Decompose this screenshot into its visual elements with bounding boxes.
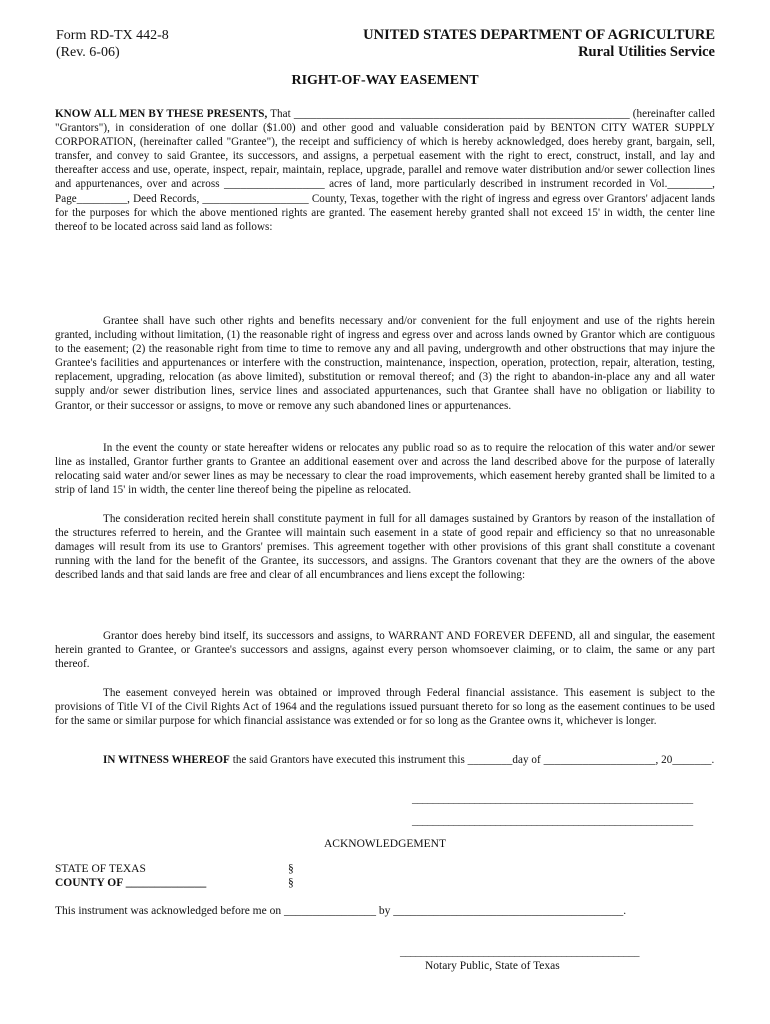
warranty-paragraph: Grantor does hereby bind itself, its successors and assigns, to WARRANT AND FOREVER DEFEND, all and singular, the easement herein granted to Grantee, or Grantee's successors and assigns, against every person whomsoever claiming, or to claim, the same or any part thereof. xyxy=(55,630,715,671)
section-marks xyxy=(288,862,294,890)
state-label: STATE OF TEXAS xyxy=(55,863,146,875)
consideration-paragraph: The consideration recited herein shall constitute payment in full for all damages sustained by Grantors by reason of the installation of the structures referred to herein, and the Grantee will maintain such easement in a state of good repair and efficiency so that no unreasonable damages will result from its use to Grantors' premises. This agreement together with other provisions of this grant shall constitute a covenant running with the land for the benefit of the Grantee, its successors, and assigns. The Grantors covenant that they are the owners of the above described lands and that said lands are free and clear of all encumbrances and liens except the following: xyxy=(55,513,715,582)
venue-block xyxy=(55,862,206,890)
witness-paragraph xyxy=(55,753,715,767)
form-id-block xyxy=(56,27,169,61)
witness-lead: IN WITNESS WHEREOF xyxy=(103,754,230,766)
grant-lead: KNOW ALL MEN BY THESE PRESENTS, xyxy=(55,108,268,120)
service-name: Rural Utilities Service xyxy=(578,44,715,60)
county-label[interactable]: COUNTY OF ______________ xyxy=(55,877,207,889)
notary-label: Notary Public, State of Texas xyxy=(425,960,560,972)
grant-body: That ____________________________________________________________ (hereinafter called "Grantors"), in consideration of one dollar ($1.00) and other good and valuable consideration paid by BENTON CITY WATER SUPPLY CORPORATION, (hereinafter called "Grantee"), the receipt and sufficiency of which is hereby acknowledged, does hereby grant, bargain, sell, transfer, and convey to said Grantee, its successors, and assigns, a perpetual easement with the right to erect, construct, install, and lay and thereafter access and use, operate, inspect, repair, maintain, replace, upgrade, parallel and remove water distribution and/or sewer collection lines and appurtenances, over and across __________________ acres of land, more particularly described in instrument recorded in Vol.________, Page_________, Deed Records, ___________________ County, Texas, together with the right of ingress and egress over Grantors' adjacent lands for the purposes for which the above mentioned rights are granted. The easement hereby granted shall not exceed 15' in width, the center line thereof to be located across said land as follows: xyxy=(55,108,715,233)
grantor-signature-line-1[interactable]: ______________________________________________________ xyxy=(412,793,693,805)
agency-block xyxy=(363,27,715,61)
grantor-signature-line-2[interactable]: ______________________________________________________ xyxy=(412,815,693,827)
acknowledgement-heading: ACKNOWLEDGEMENT xyxy=(323,838,446,850)
document-title: RIGHT-OF-WAY EASEMENT xyxy=(291,73,479,88)
civil-rights-paragraph: The easement conveyed herein was obtained or improved through Federal financial assistance. This easement is subject to the provisions of Title VI of the Civil Rights Act of 1964 and the regulations issued pursuant thereto for so long as the easement continues to be used for the same or similar purpose for which financial assistance was extended or for so long as the Grantee owns it, whichever is longer. xyxy=(55,687,715,728)
section-mark-1: § xyxy=(288,863,294,875)
notary-signature-line[interactable]: ______________________________________________ xyxy=(400,946,640,958)
rights-paragraph: Grantee shall have such other rights and benefits necessary and/or convenient for the full enjoyment and use of the rights herein granted, including without limitation, (1) the reasonable right of ingress and egress over and across lands owned by Grantor which are contiguous to the easement; (2) the reasonable right from time to time to remove any and all paving, undergrowth and other obstructions that may injure the Grantee's facilities and appurtenances or interfere with the construction, maintenance, inspection, operation, protection, repair, alteration, testing, replacement, upgrading, relocation (as above limited), substitution or removal thereof; and (3) the right to abandon-in-place any and all water supply and/or sewer distribution lines, service lines and associated appurtenances, such that Grantee shall have no obligation or liability to Grantor, or their successor or assigns, to move or remove any such abandoned lines or appurtenances. xyxy=(55,315,715,412)
department-name: UNITED STATES DEPARTMENT OF AGRICULTURE xyxy=(363,27,715,43)
witness-body: the said Grantors have executed this instrument this ________day of ____________________, 20_______. xyxy=(229,754,715,766)
form-revision: (Rev. 6-06) xyxy=(56,45,120,60)
acknowledgement-statement[interactable]: This instrument was acknowledged before me on ________________ by ________________________________________. xyxy=(55,905,627,917)
grant-paragraph xyxy=(55,107,715,234)
form-number: Form RD-TX 442-8 xyxy=(56,28,169,43)
relocation-paragraph: In the event the county or state hereafter widens or relocates any public road so as to require the relocation of this water and/or sewer line as installed, Grantor further grants to Grantee an additional easement over and across the land described above for the purpose of laterally relocating said water and/or sewer lines as may be necessary to clear the road improvements, which easement hereby granted shall be limited to a strip of land 15' in width, the center line thereof being the pipeline as relocated. xyxy=(55,442,715,497)
section-mark-2: § xyxy=(288,877,294,889)
